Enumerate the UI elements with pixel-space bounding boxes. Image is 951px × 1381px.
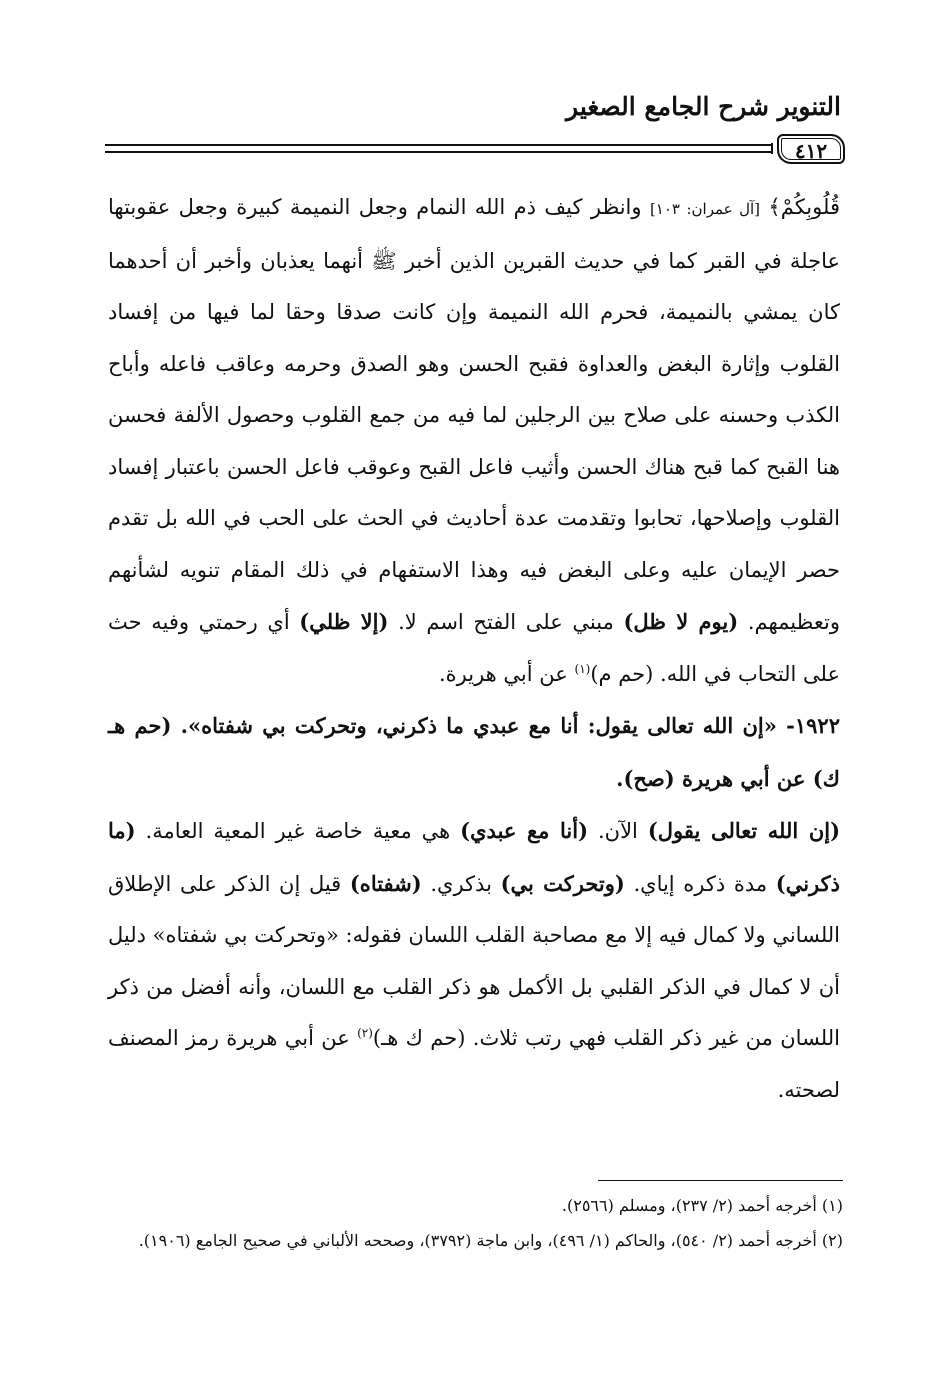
footnote-2: (٢) أخرجه أحمد (٢/ ٥٤٠)، والحاكم (١/ ٤٩٦)، وابن ماجة (٣٧٩٢)، وصححه الألباني في صحيح الجامع (١٩٠٦).: [138, 1231, 843, 1250]
bold-term: (إن الله تعالى يقول): [647, 818, 841, 843]
text-span: الآن.: [597, 819, 638, 843]
bold-term: (وتحركت بي): [500, 870, 625, 896]
hadith-text: ١٩٢٢- «إن الله تعالى يقول: أنا مع عبدي ما ذكرني، وتحركت بي شفتاه». (حم هـ ك) عن أبي هريرة (صح).: [108, 713, 840, 791]
commentary-paragraph-1: [108, 182, 840, 700]
footnote-1: (١) أخرجه أحمد (٢/ ٢٣٧)، ومسلم (٢٥٦٦).: [561, 1196, 843, 1215]
text-span: أي رحمتي وفيه حث على التحاب في الله. (حم م): [108, 610, 840, 686]
bold-term: (أنا مع عبدي): [460, 818, 589, 843]
book-title: التنوير شرح الجامع الصغير: [566, 92, 841, 121]
footnote-ref-1: (١): [574, 661, 591, 676]
text-span: بذكري.: [430, 871, 492, 896]
text-span: قيل إن الذكر على الإطلاق اللساني ولا كمال فيه إلا مع مصاحبة القلب اللسان فقوله: «وتحركت بي شفتاه» دليل أن لا كمال في الذكر القلبي بل الأكمل هو ذكر القلب مع اللسان، وأنه أفضل من ذكر اللسان من غير ذكر القلب فهي رتب ثلاث. (حم ك هـ): [108, 871, 840, 1050]
quran-reference: [آل عمران: ١٠٣]: [649, 200, 761, 218]
hadith-1922: [108, 700, 840, 805]
text-span: عن أبي هريرة رمز المصنف لصحته.: [108, 1026, 840, 1102]
header-rule-end: [768, 143, 773, 154]
footnote-ref-2: (٢): [357, 1026, 373, 1040]
text-span: عن أبي هريرة.: [438, 661, 568, 686]
bold-term: (يوم لا ظل): [623, 609, 739, 634]
bold-term: (شفتاه): [349, 870, 422, 896]
header-rule: [105, 134, 845, 172]
header-rule-line-bottom: [105, 151, 773, 153]
quran-quote: قُلُوبِكُمْ﴾: [768, 195, 840, 219]
bold-term: (ما ذكرني): [108, 818, 840, 896]
text-span: وانظر كيف ذم الله النمام وجعل النميمة كبيرة وجعل عقوبتها عاجلة في القبر كما في حديث القبرين الذين أخبر ﷺ أنهما يعذبان وأخبر أن أحدهما كان يمشي بالنميمة، فحرم الله النميمة وإن كانت صدقا وحقا لما فيها من إفساد القلوب وإثارة البغض والعداوة فقبح الحسن وهو الصدق وحرمه وعاقب فاعله وأباح الكذب وحسنه على صلاح بين الرجلين لما فيه من جمع القلوب وحصول الألفة فحسن هنا القبح كما قبح هناك الحسن وأثيب فاعل القبح وعوقب فاعل الحسن باعتبار إفساد القلوب وإصلاحها، تحابوا وتقدمت عدة أحاديث في الحث على الحب في الله بل تقدم حصر الإيمان عليه وعلى البغض فيه وهذا الاستفهام في ذلك المقام تنويه لشأنهم وتعظيمهم.: [108, 195, 840, 634]
main-text: [108, 182, 840, 1116]
text-span: مدة ذكره إياي.: [633, 871, 768, 896]
text-span: هي معية خاصة غير المعية العامة.: [145, 819, 451, 843]
bold-term: (إلا ظلي): [299, 609, 389, 634]
footnote-separator: [598, 1180, 843, 1181]
text-span: مبني على الفتح اسم لا.: [398, 610, 614, 634]
commentary-paragraph-2: [108, 805, 840, 1116]
footnotes: [108, 1188, 843, 1258]
header-rule-line-top: [105, 144, 773, 146]
page-number: ٤١٢: [777, 134, 845, 164]
